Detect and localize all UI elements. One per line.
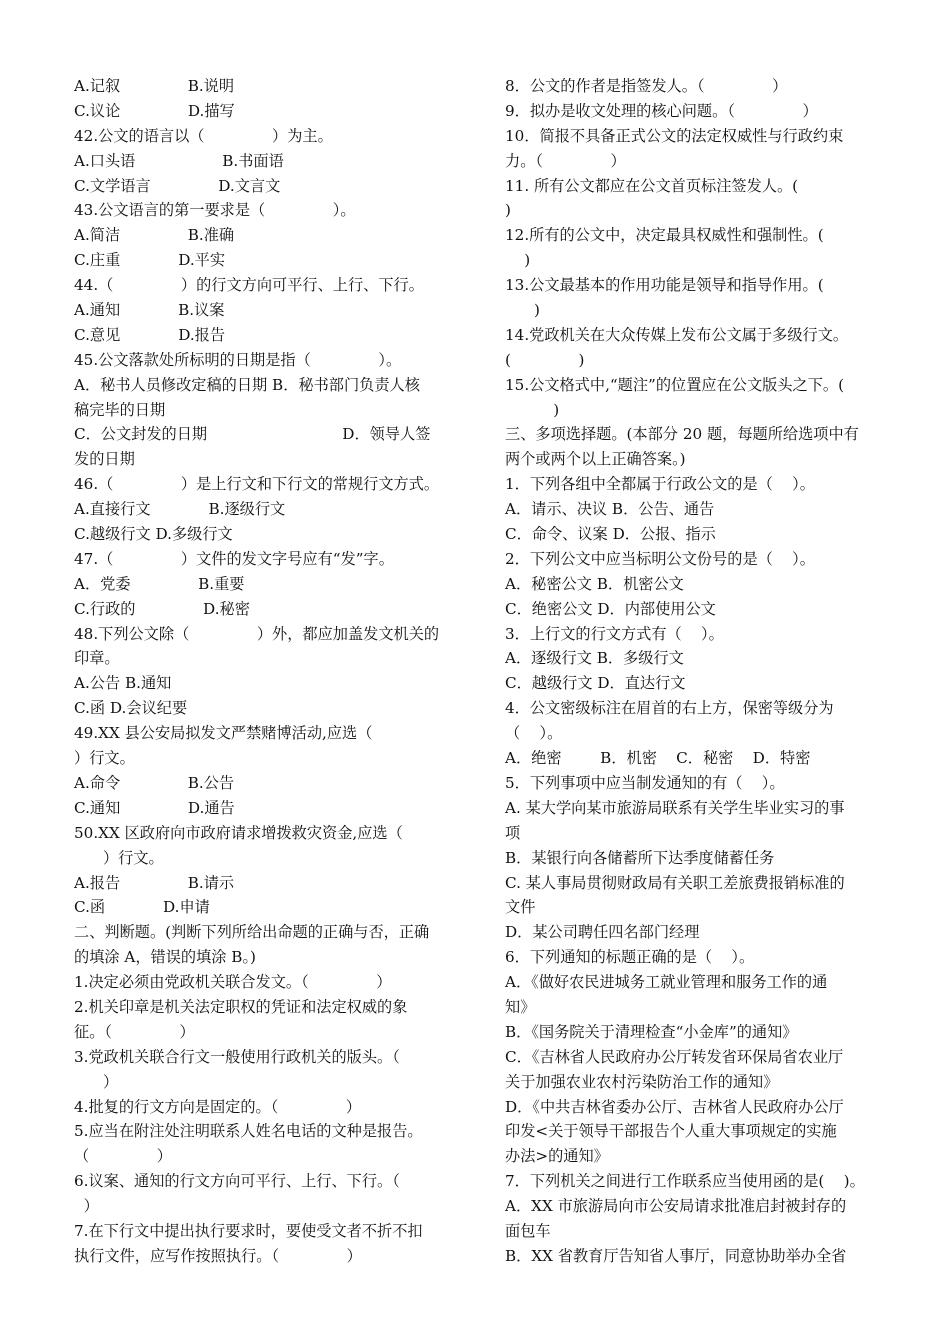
- right-text-line: B．《国务院关于清理检查“小金库”的通知》: [505, 1022, 798, 1041]
- left-text-line: C.函 D.会议纪要: [74, 699, 188, 718]
- left-text-line: C.议论 D.描写: [74, 101, 235, 120]
- left-text-line: C.通知 D.通告: [74, 798, 235, 817]
- right-text-line: ( ): [505, 350, 585, 369]
- left-text-line: 印章。: [74, 649, 120, 668]
- right-text-line: ): [505, 400, 560, 419]
- right-text-line: 力。（ ）: [505, 151, 626, 170]
- right-text-line: D．《中共吉林省委办公厅、吉林省人民政府办公厅: [505, 1097, 844, 1116]
- right-text-line: 7．下列机关之间进行工作联系应当使用函的是( )。: [505, 1172, 865, 1191]
- left-text-line: ）行文。: [74, 749, 135, 768]
- right-text-line: ): [505, 201, 511, 220]
- left-text-line: A.口头语 B.书面语: [74, 151, 284, 170]
- left-text-line: 42.公文的语言以（ ）为主。: [74, 126, 333, 145]
- right-text-line: 6．下列通知的标题正确的是（ ）。: [505, 948, 755, 967]
- left-text-line: 发的日期: [74, 450, 135, 469]
- left-text-line: 46.（ ）是上行文和下行文的常规行文方式。: [74, 475, 440, 494]
- left-text-line: 50.XX 区政府向市政府请求增拨救灾资金,应选（: [74, 823, 403, 842]
- left-text-line: 二、判断题。(判断下列所给出命题的正确与否，正确: [74, 923, 430, 942]
- left-text-line: 3.党政机关联合行文一般使用行政机关的版头。（: [74, 1047, 400, 1066]
- left-text-line: 稿完毕的日期: [74, 400, 166, 419]
- left-text-line: 48.下列公文除（ ）外，都应加盖发文机关的: [74, 624, 440, 643]
- left-text-line: A．党委 B.重要: [74, 574, 245, 593]
- left-text-line: 47.（ ）文件的发文字号应有“发”字。: [74, 549, 394, 568]
- right-text-line: 办法>的通知》: [505, 1147, 609, 1166]
- right-text-line: C．越级行文 D．直达行文: [505, 674, 686, 693]
- left-text-line: ）: [74, 1197, 99, 1216]
- right-text-line: 三、多项选择题。(本部分 20 题，每题所给选项中有: [505, 425, 859, 444]
- left-text-line: ）: [74, 1072, 119, 1091]
- right-text-line: 5．下列事项中应当制发通知的有（ ）。: [505, 773, 785, 792]
- left-text-line: 44.（ ）的行文方向可平行、上行、下行。: [74, 276, 424, 295]
- left-text-line: 4.批复的行文方向是固定的。（ ）: [74, 1097, 362, 1116]
- right-text-line: 1．下列各组中全都属于行政公文的是（ ）。: [505, 475, 815, 494]
- right-text-line: C．命令、议案 D．公报、指示: [505, 525, 716, 544]
- left-text-line: A.公告 B.通知: [74, 674, 172, 693]
- left-text-line: 征。（ ）: [74, 1022, 195, 1041]
- right-text-line: 9．拟办是收文处理的核心问题。（ ）: [505, 101, 818, 120]
- left-text-line: 执行文件，应写作按照执行。（ ）: [74, 1246, 362, 1265]
- right-text-line: 面包车: [505, 1221, 551, 1240]
- right-text-line: 14.党政机关在大众传媒上发布公文属于多级行文。: [505, 325, 849, 344]
- left-text-line: C.庄重 D.平实: [74, 251, 226, 270]
- right-text-line: C．绝密公文 D．内部使用公文: [505, 599, 716, 618]
- right-text-line: ): [505, 251, 531, 270]
- right-text-line: 2．下列公文中应当标明公文份号的是（ ）。: [505, 549, 815, 568]
- left-text-line: （ ）: [74, 1147, 172, 1166]
- right-text-line: A．请示、决议 B．公告、通告: [505, 500, 715, 519]
- left-text-line: ）行文。: [74, 848, 164, 867]
- left-text-line: 5.应当在附注处注明联系人姓名电话的文种是报告。: [74, 1122, 423, 1141]
- left-text-line: C.意见 D.报告: [74, 325, 226, 344]
- left-text-line: C．公文封发的日期 D．领导人签: [74, 425, 431, 444]
- left-text-line: A.直接行文 B.逐级行文: [74, 500, 286, 519]
- right-text-line: 关于加强农业农村污染防治工作的通知》: [505, 1072, 779, 1091]
- left-text-line: A.命令 B.公告: [74, 773, 235, 792]
- right-text-line: ): [505, 301, 540, 320]
- right-text-line: 知》: [505, 997, 536, 1016]
- left-text-line: 1.决定必须由党政机关联合发文。（ ）: [74, 973, 392, 992]
- right-text-line: 印发<关于领导干部报告个人重大事项规定的实施: [505, 1122, 837, 1141]
- right-text-line: 8．公文的作者是指签发人。（ ）: [505, 77, 788, 95]
- left-text-line: A.报告 B.请示: [74, 873, 235, 892]
- right-text-line: A. 某大学向某市旅游局联系有关学生毕业实习的事: [505, 798, 845, 817]
- right-text-line: （ ）。: [505, 724, 563, 743]
- right-text-line: 10．简报不具备正式公文的法定权威性与行政约束: [505, 126, 844, 145]
- left-text-line: 49.XX 县公安局拟发文严禁赌博活动,应选（: [74, 724, 373, 743]
- left-text-line: 43.公文语言的第一要求是（ ）。: [74, 201, 356, 220]
- left-text-line: A.记叙 B.说明: [74, 77, 235, 95]
- left-text-line: 6.议案、通知的行文方向可平行、上行、下行。（: [74, 1172, 400, 1191]
- right-text-line: A．绝密 B．机密 C．秘密 D．特密: [505, 749, 811, 768]
- right-text-line: 两个或两个以上正确答案。): [505, 450, 686, 469]
- right-text-line: 12.所有的公文中，决定最具权威性和强制性。(: [505, 226, 824, 245]
- right-text-line: 15.公文格式中,“题注”的位置应在公文版头之下。(: [505, 375, 844, 394]
- left-text-line: 45.公文落款处所标明的日期是指（ ）。: [74, 350, 402, 369]
- left-text-line: 2.机关印章是机关法定职权的凭证和法定权威的象: [74, 997, 408, 1016]
- right-text-line: 11. 所有公文都应在公文首页标注签发人。(: [505, 176, 799, 195]
- right-text-line: 项: [505, 823, 521, 842]
- left-text-line: A．秘书人员修改定稿的日期 B．秘书部门负责人核: [74, 375, 420, 394]
- right-column: [505, 74, 885, 1269]
- right-text-line: C. 某人事局贯彻财政局有关职工差旅费报销标准的: [505, 873, 845, 892]
- right-text-line: 文件: [505, 898, 536, 917]
- left-text-line: C.越级行文 D.多级行文: [74, 525, 233, 544]
- right-text-line: A．逐级行文 B．多级行文: [505, 649, 684, 668]
- right-text-line: D．某公司聘任四名部门经理: [505, 923, 700, 942]
- left-text-line: 的填涂 A，错误的填涂 B。): [74, 948, 256, 967]
- right-text-line: A．秘密公文 B．机密公文: [505, 574, 684, 593]
- left-text-line: C.函 D.申请: [74, 898, 210, 917]
- right-text-line: 4．公文密级标注在眉首的右上方，保密等级分为: [505, 699, 834, 718]
- right-text-line: 13.公文最基本的作用功能是领导和指导作用。(: [505, 276, 824, 295]
- left-text-line: A.简洁 B.准确: [74, 226, 235, 245]
- left-column: [74, 74, 449, 1269]
- left-text-line: A.通知 B.议案: [74, 301, 225, 320]
- left-text-line: C.文学语言 D.文言文: [74, 176, 281, 195]
- right-text-line: C．《吉林省人民政府办公厅转发省环保局省农业厅: [505, 1047, 844, 1066]
- right-text-line: A．XX 市旅游局向市公安局请求批准启封被封存的: [505, 1197, 847, 1216]
- left-text-line: C.行政的 D.秘密: [74, 599, 250, 618]
- right-text-line: A．《做好农民进城务工就业管理和服务工作的通: [505, 973, 828, 992]
- right-text-line: B．某银行向各储蓄所下达季度储蓄任务: [505, 848, 775, 867]
- right-text-line: 3．上行文的行文方式有（ ）。: [505, 624, 724, 643]
- left-text-line: 7.在下行文中提出执行要求时，要使受文者不折不扣: [74, 1221, 423, 1240]
- right-text-line: B．XX 省教育厅告知省人事厅，同意协助举办全省: [505, 1246, 847, 1265]
